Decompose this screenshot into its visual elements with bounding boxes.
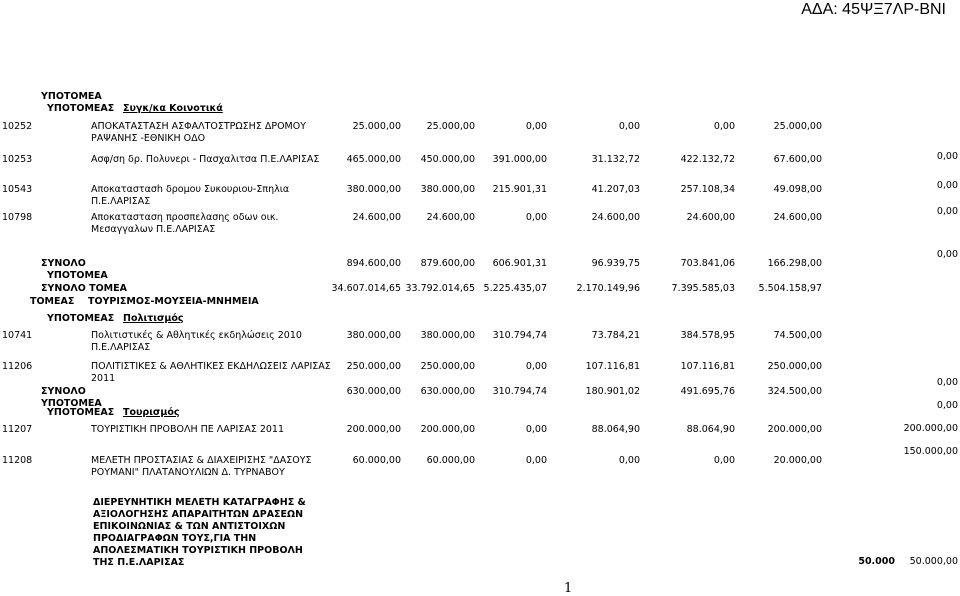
bold-note: ΔΙΕΡΕΥΝΗΤΙΚΗ ΜΕΛΕΤΗ ΚΑΤΑΓΡΑΦΗΣ & ΑΞΙΟΛΟΓΗΣΗΣ ΑΠΑΡΑΙΤΗΤΩΝ ΔΡΑΣΕΩΝ ΕΠΙΚΟΙΝΩΝΙΑΣ & ΤΩΝ ΑΝΤΙΣΤΟΙΧΩΝ ΠΡΟΔΙΑΓΡΑΦΩΝ ΤΟΥΣ,ΓΙΑ ΤΗΝ ΑΠΟΛΕΣΜΑΤΙΚΗ ΤΟΥΡΙΣΤΙΚΗ ΠΡΟΒΟΛΗ ΤΗΣ Π.Ε.ΛΑΡΙΣΑΣ — [93, 497, 306, 568]
right-column-value: 0,00 — [936, 249, 958, 260]
row-value-v6: 200.000,00 — [767, 424, 822, 435]
total-tomea-label: ΣΥΝΟΛΟ ΤΟΜΕΑ — [41, 283, 127, 294]
bold-note-value-1: 50.000 — [858, 556, 895, 567]
total1-value-v2: 879.600,00 — [420, 258, 475, 269]
row-value-v2: 200.000,00 — [420, 424, 475, 435]
row-value-v5: 384.578,95 — [680, 330, 735, 341]
total2-value-v4: 180.901,02 — [585, 386, 640, 397]
row-value-v6: 25.000,00 — [773, 121, 822, 132]
row-description: ΑΠΟΚΑΤΑΣΤΑΣΗ ΑΣΦΑΛΤΟΣΤΡΩΣΗΣ ΔΡΟΜΟΥ ΡΑΨΑΝΗΣ -ΕΘΝΙΚΗ ΟΔΟ — [91, 121, 307, 144]
row-value-v5: 0,00 — [713, 121, 735, 132]
right-column-value: 0,00 — [936, 151, 958, 162]
row-value-v5: 88.064,90 — [686, 424, 735, 435]
row-code: 11206 — [2, 361, 33, 372]
row-description: Αποκαταστασh δρομου Συκουριου-Σπηλια Π.Ε.ΛΑΡΙΣΑΣ — [91, 184, 290, 207]
row-value-v4: 24.600,00 — [591, 212, 640, 223]
row-value-v3: 0,00 — [525, 424, 547, 435]
row-value-v1: 465.000,00 — [346, 154, 401, 165]
row-value-v1: 380.000,00 — [346, 184, 401, 195]
row-value-v4: 73.784,21 — [591, 330, 640, 341]
row-value-v5: 0,00 — [713, 455, 735, 466]
row-value-v2: 450.000,00 — [420, 154, 475, 165]
row-value-v2: 25.000,00 — [426, 121, 475, 132]
ypotomeas-label-2: ΥΠΟΤΟΜΕΑΣ — [47, 313, 115, 324]
row-value-v1: 380.000,00 — [346, 330, 401, 341]
ypotomeas-label-3: ΥΠΟΤΟΜΕΑΣ — [47, 407, 115, 418]
row-description: Πολιτιστικές & Αθλητικές εκδηλώσεις 2010 Π.Ε.ΛΑΡΙΣΑΣ — [91, 330, 302, 353]
tomeas-name: ΤΟΥΡΙΣΜΟΣ-ΜΟΥΣΕΙΑ-ΜΝΗΜΕΙΑ — [88, 296, 259, 307]
row-description: ΜΕΛΕΤΗ ΠΡΟΣΤΑΣΙΑΣ & ΔΙΑΧΕΙΡΙΣΗΣ "ΔΑΣΟΥΣ ΡΟΥΜΑΝΙ" ΠΛΑΤΑΝΟΥΛΙΩΝ Δ. ΤΥΡΝΑΒΟΥ — [91, 455, 312, 478]
row-value-v4: 31.132,72 — [591, 154, 640, 165]
row-value-v3: 0,00 — [525, 361, 547, 372]
row-value-v1: 24.600,00 — [352, 212, 401, 223]
row-code: 10741 — [2, 330, 33, 341]
total-label: ΣΥΝΟΛΟ — [41, 258, 86, 269]
total1-value-v3: 606.901,31 — [492, 258, 547, 269]
total-sub-label-2: ΥΠΟΤΟΜΕΑ — [41, 398, 102, 409]
row-value-v5: 107.116,81 — [680, 361, 735, 372]
total-tomea-value-v6: 5.504.158,97 — [758, 283, 822, 294]
row-value-v6: 49.098,00 — [773, 184, 822, 195]
row-value-v1: 250.000,00 — [346, 361, 401, 372]
row-description: ΤΟΥΡΙΣΤΙΚΗ ΠΡΟΒΟΛΗ ΠΕ ΛΑΡΙΣΑΣ 2011 — [91, 424, 285, 435]
right-column-value: 150.000,00 — [903, 446, 958, 457]
total1-value-v5: 703.841,06 — [680, 258, 735, 269]
total2-value-v1: 630.000,00 — [346, 386, 401, 397]
right-column-value: 0,00 — [936, 206, 958, 217]
ypotomeas-name-3: Τουρισμός — [123, 407, 180, 418]
total-label-2: ΣΥΝΟΛΟ — [41, 386, 86, 397]
row-value-v2: 380.000,00 — [420, 330, 475, 341]
row-value-v2: 60.000,00 — [426, 455, 475, 466]
ada-header: ΑΔΑ: 45ΨΞ7ΛΡ-ΒΝΙ — [801, 1, 946, 18]
row-value-v6: 67.600,00 — [773, 154, 822, 165]
right-column-value: 0,00 — [936, 400, 958, 411]
right-column-value: 200.000,00 — [903, 423, 958, 434]
total-tomea-value-v5: 7.395.585,03 — [671, 283, 735, 294]
row-value-v2: 380.000,00 — [420, 184, 475, 195]
row-value-v2: 24.600,00 — [426, 212, 475, 223]
row-value-v6: 20.000,00 — [773, 455, 822, 466]
total1-value-v4: 96.939,75 — [591, 258, 640, 269]
row-value-v4: 88.064,90 — [591, 424, 640, 435]
row-code: 10253 — [2, 154, 33, 165]
page-number: 1 — [564, 581, 573, 596]
row-value-v5: 257.108,34 — [680, 184, 735, 195]
total1-value-v1: 894.600,00 — [346, 258, 401, 269]
total-tomea-value-v3: 5.225.435,07 — [483, 283, 547, 294]
row-value-v1: 200.000,00 — [346, 424, 401, 435]
total-tomea-value-v2: 33.792.014,65 — [405, 283, 475, 294]
row-value-v3: 215.901,31 — [492, 184, 547, 195]
row-value-v4: 41.207,03 — [591, 184, 640, 195]
ypotomeas-name-2: Πολιτισμός — [123, 313, 184, 324]
bold-note-value-2: 50.000,00 — [909, 556, 958, 567]
row-code: 11208 — [2, 455, 33, 466]
row-value-v2: 250.000,00 — [420, 361, 475, 372]
right-column-value: 0,00 — [936, 180, 958, 191]
row-value-v5: 422.132,72 — [680, 154, 735, 165]
row-code: 10798 — [2, 212, 33, 223]
row-value-v4: 0,00 — [618, 121, 640, 132]
row-value-v3: 0,00 — [525, 455, 547, 466]
row-description: ΠΟΛΙΤΙΣΤΙΚΕΣ & ΑΘΛΗΤΙΚΕΣ ΕΚΔΗΛΩΣΕΙΣ ΛΑΡΙΣΑΣ 2011 — [91, 361, 331, 384]
tomeas-label: ΤΟΜΕΑΣ — [30, 296, 75, 307]
row-value-v6: 74.500,00 — [773, 330, 822, 341]
row-code: 10252 — [2, 121, 33, 132]
row-code: 11207 — [2, 424, 33, 435]
row-value-v3: 0,00 — [525, 212, 547, 223]
row-value-v5: 24.600,00 — [686, 212, 735, 223]
row-value-v6: 250.000,00 — [767, 361, 822, 372]
right-column-value: 0,00 — [936, 377, 958, 388]
total2-value-v5: 491.695,76 — [680, 386, 735, 397]
row-value-v1: 60.000,00 — [352, 455, 401, 466]
row-value-v4: 107.116,81 — [585, 361, 640, 372]
row-value-v3: 310.794,74 — [492, 330, 547, 341]
row-code: 10543 — [2, 184, 33, 195]
row-value-v4: 0,00 — [618, 455, 640, 466]
total2-value-v6: 324.500,00 — [767, 386, 822, 397]
total-tomea-value-v1: 34.607.014,65 — [331, 283, 401, 294]
row-value-v1: 25.000,00 — [352, 121, 401, 132]
total2-value-v3: 310.794,74 — [492, 386, 547, 397]
row-description: Αποκατασταση προσπελασης οδων οικ. Μεσαγγαλων Π.Ε.ΛΑΡΙΣΑΣ — [91, 212, 279, 235]
total-sub-label: ΥΠΟΤΟΜΕΑ — [47, 270, 108, 281]
row-value-v3: 391.000,00 — [492, 154, 547, 165]
ypotomeas-name: Συγκ/κα Κοινοτικά — [123, 103, 223, 114]
ypotomeas-label: ΥΠΟΤΟΜΕΑΣ — [47, 103, 115, 114]
row-description: Ασφ/ση δρ. Πολυνερι - Πασχαλιτσα Π.Ε.ΛΑΡΙΣΑΣ — [91, 154, 320, 165]
total2-value-v2: 630.000,00 — [420, 386, 475, 397]
ypotomea-label: ΥΠΟΤΟΜΕΑ — [41, 91, 102, 102]
total1-value-v6: 166.298,00 — [767, 258, 822, 269]
row-value-v6: 24.600,00 — [773, 212, 822, 223]
total-tomea-value-v4: 2.170.149,96 — [576, 283, 640, 294]
row-value-v3: 0,00 — [525, 121, 547, 132]
